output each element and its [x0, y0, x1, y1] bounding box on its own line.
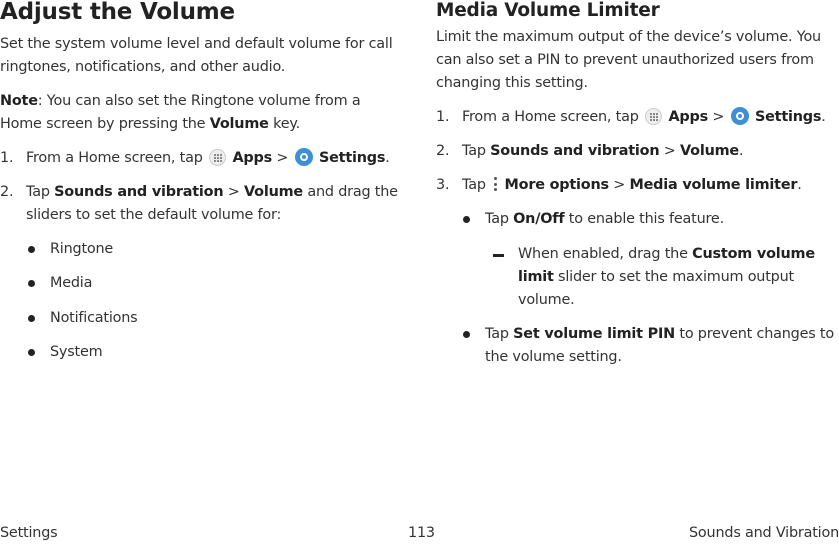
bullet-icon: [28, 349, 35, 356]
list-item: [436, 208, 836, 232]
on-off-label: On/Off: [513, 211, 565, 227]
step-text-end: .: [821, 109, 826, 125]
chevron-separator: >: [707, 109, 729, 125]
step-text-pre: From a Home screen, tap: [462, 109, 644, 125]
apps-grid-icon: [645, 108, 662, 125]
set-volume-limit-pin-label: Set volume limit PIN: [513, 326, 675, 342]
note-end: key.: [268, 116, 300, 132]
right-step-3: [436, 174, 836, 198]
step-text-end: .: [797, 177, 802, 193]
apps-label: Apps: [668, 109, 708, 125]
apps-label: Apps: [232, 150, 272, 166]
footer-page-number: 113: [408, 525, 435, 541]
left-step-2: [0, 181, 408, 231]
list-item: [0, 307, 300, 331]
step-text-pre: Tap: [462, 143, 491, 159]
note-paragraph: [0, 90, 400, 136]
bullet-icon: [463, 331, 470, 338]
settings-label: Settings: [318, 150, 386, 166]
chevron-separator: >: [223, 184, 244, 200]
settings-gear-icon: [731, 107, 749, 125]
step-number: 2.: [436, 143, 450, 159]
step-number: 3.: [436, 177, 450, 193]
step-text: [462, 174, 836, 197]
section-title-media-volume-limiter: Media Volume Limiter: [436, 0, 660, 21]
chevron-separator: >: [608, 177, 630, 193]
dash-text-end: slider to set the maximum output volume.: [518, 269, 794, 308]
dash-text: [518, 243, 818, 312]
bullet-icon: [28, 246, 35, 253]
step-text-pre: Tap: [462, 177, 491, 193]
bullet-text: [485, 208, 724, 231]
step-number: 1.: [0, 150, 14, 166]
bullet-text: System: [50, 344, 103, 360]
left-step-1: [0, 147, 408, 171]
step-text-end: and drag the sliders to set the default volume for:: [26, 184, 398, 223]
right-step-2: [436, 140, 836, 164]
bullet-text: Ringtone: [50, 241, 114, 257]
bullet-icon: [463, 216, 470, 223]
chevron-separator: >: [271, 150, 293, 166]
settings-label: Settings: [754, 109, 822, 125]
bullet-text-pre: Tap: [485, 211, 514, 227]
bullet-text-end: to prevent changes to the volume setting.: [485, 326, 834, 365]
list-item: [436, 323, 836, 373]
bullet-text: Notifications: [50, 310, 138, 326]
list-item: [0, 238, 300, 262]
step-text: [462, 140, 836, 163]
section-title-adjust-volume: Adjust the Volume: [0, 0, 235, 25]
bullet-text: Media: [50, 275, 93, 291]
more-options-label: More options: [504, 177, 609, 193]
sounds-and-vibration-label: Sounds and vibration: [54, 184, 224, 200]
step-number: 2.: [0, 184, 14, 200]
chevron-separator: >: [659, 143, 680, 159]
bullet-text-pre: Tap: [485, 326, 514, 342]
note-label: Note: [0, 93, 38, 109]
bullet-icon: [28, 280, 35, 287]
sounds-and-vibration-label: Sounds and vibration: [490, 143, 660, 159]
dash-icon: [493, 254, 504, 257]
list-item: [436, 243, 836, 313]
right-step-1: [436, 106, 836, 130]
step-number: 1.: [436, 109, 450, 125]
settings-gear-icon: [295, 148, 313, 166]
step-text-pre: From a Home screen, tap: [26, 150, 208, 166]
media-volume-limiter-label: Media volume limiter: [629, 177, 798, 193]
intro-paragraph: Limit the maximum output of the device’s volume. You can also set a PIN to prevent unauthorized users from changing this setting.: [436, 29, 821, 91]
bullet-text-end: to enable this feature.: [564, 211, 724, 227]
dash-text-pre: When enabled, drag the: [518, 246, 693, 262]
apps-grid-icon: [209, 149, 226, 166]
bullet-icon: [28, 315, 35, 322]
list-item: [0, 272, 300, 296]
volume-key-label: Volume: [209, 116, 269, 132]
step-text-pre: Tap: [26, 184, 55, 200]
list-item: [0, 341, 300, 365]
footer-chapter-label: Settings: [0, 525, 58, 541]
custom-volume-limit-label: Custom volume limit: [518, 246, 815, 285]
step-text: [462, 106, 836, 129]
intro-paragraph: Set the system volume level and default volume for call ringtones, notifications, and other audio.: [0, 36, 393, 75]
volume-label: Volume: [680, 143, 739, 159]
step-text: [26, 181, 408, 227]
footer-section-label: Sounds and Vibration: [689, 525, 839, 541]
note-text: : You can also set the Ringtone volume from a Home screen by pressing the: [0, 93, 361, 132]
bullet-text: [485, 323, 836, 369]
step-text-end: .: [738, 143, 744, 159]
step-text-end: .: [385, 150, 390, 166]
volume-label: Volume: [244, 184, 303, 200]
more-options-icon: [492, 176, 498, 192]
step-text: [26, 147, 408, 170]
